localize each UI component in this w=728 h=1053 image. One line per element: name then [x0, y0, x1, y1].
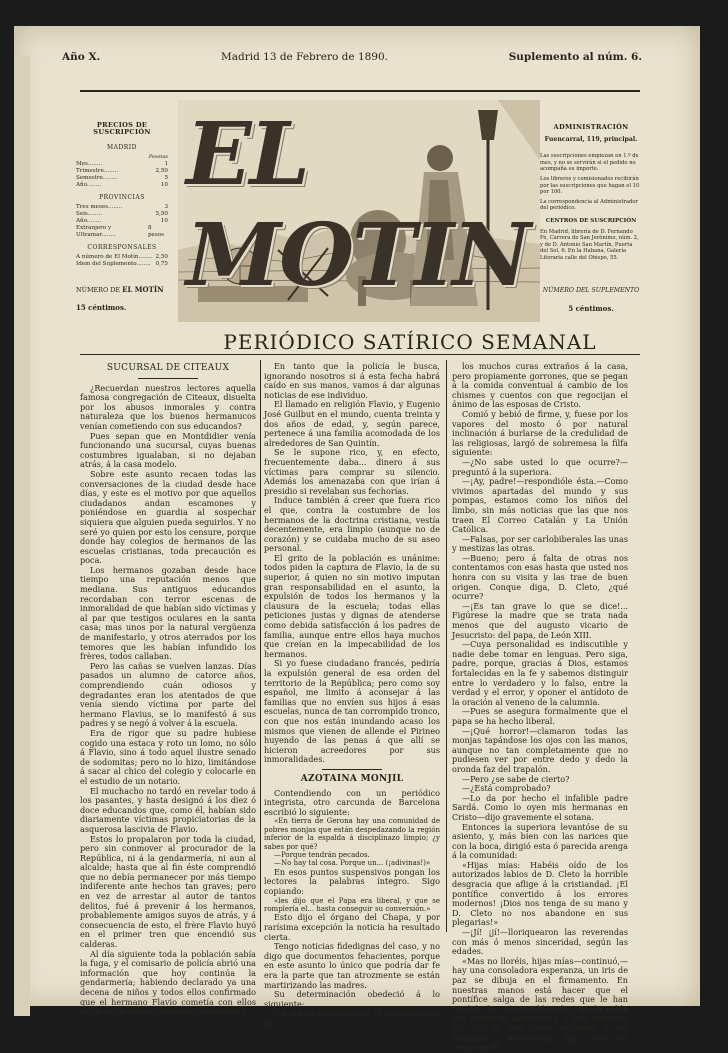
- price-label: Tres meses........: [76, 204, 123, 210]
- paragraph: En tanto que la policía le busca, ignorando nosotros si á esta fecha habrá caído en sus manos, vamos á dar algunas noticias de ese individuo.: [264, 361, 440, 400]
- price-row: [76, 204, 168, 211]
- administration-address: Fuencarral, 119, principal.: [544, 135, 638, 143]
- correspondents-price-list: [76, 254, 168, 268]
- paragraph: Se le supone rico, y, en efecto, frecuentemente daba... dinero á sus víctimas para comprar su silencio. Además los amenazaba con que irían á presidio si revelaban sus fechorías.: [264, 447, 440, 496]
- paragraph: —Pero ¿se sabe de cierto?: [462, 773, 570, 784]
- price-value: 3: [164, 204, 168, 210]
- paragraph: —¿No sabe usted lo que ocurre?—preguntó á la superiora.: [452, 456, 628, 477]
- paragraph: ¿Recuerdan nuestros lectores aquella famosa congregación de Citeaux, disuelta por los abusos inmorales y contra naturaleza que los buenos hermanucos venían cometiendo con sus educandos?: [80, 382, 256, 431]
- paragraph: —No hay tal cosa. Porque un... (¡adivinas!)»: [274, 859, 431, 868]
- price-value: 2,50: [155, 168, 168, 174]
- paragraph: Tengo noticias fidedignas del caso, y no digo que documentos fehacientes, porque en este asunto lo único que podría dar fe era la parte que tan atrozmente se están martirizando las madres.: [264, 941, 440, 990]
- supplement-price: 5 céntimos.: [568, 304, 614, 314]
- madrid-price-list: [76, 161, 168, 189]
- price-row: [76, 182, 168, 189]
- centers-text: En Madrid, librería de D. Fernando Fe, Carrera de San Jerónimo, núm. 2, y de D. Antonio San Martín, Puerta del Sol, 6. En la Habana, Galería Literaria calle del Obispo, 55.: [540, 228, 639, 261]
- correspondents-heading: CORRESPONSALES: [87, 244, 157, 251]
- price-value: 8 pesos: [147, 225, 164, 238]
- paragraph: Estos lo propalaron por toda la ciudad, pero sin conmover al procurador de la República, ni á la gendarmería, ni aun al alcalde; hasta que al fin éste comprendió que no debía permanecer por más tiempo indiferente ante hechos tan graves; pero en vez de arrestar al autor de tantos delitos, fué á prevenir á los hermanos, probablemente amigos suyos de atrás, y á consecuencia de esto, el frère Flavio huyó en el primer tren que encendió sus calderas.: [80, 833, 256, 950]
- paragraph: —Bueno; pero á falta de otras nos contentamos con esas hasta que usted nos honra con su visita y las trae de buen origen. Conque diga, D. Cleto, ¿qué ocurre?: [452, 552, 628, 602]
- price-row: [76, 225, 168, 239]
- paragraph: —¡Qué horror!—clamaron todas las monjas tapándose los ojos con las manos, aunque no tan completamente que no pudiesen ver por entre dedo y dedo la oronda faz del trapalón.: [452, 725, 628, 774]
- price-label: Mes........: [76, 161, 103, 167]
- provinces-heading: PROVINCIAS: [99, 194, 145, 201]
- column-3: [452, 361, 628, 1053]
- issue-price-prefix: NÚMERO DE: [76, 286, 121, 294]
- paragraph: los muchos curas extraños á la casa, pero propiamente gorrones, que se pegan á la comida conventual á cambio de los chismes y cuentos con que regocijan el ánimo de las esposas de Cristo.: [452, 361, 628, 410]
- price-row: [76, 218, 168, 225]
- masthead-illustration: [178, 100, 540, 322]
- paragraph: El grito de la población es unánime: todos piden la captura de Flavio, la de su superior, á quien no sin motivo imputan gran responsabilidad en el asunto, la expulsión de todos los hermanos y la clausura de la escuela; todas ellas peticiones justas y dignas de atenderse como debida satisfacción á los padres de familia, aunque entre ellos haya muchos que creían en la impecabilidad de los hermanos.: [264, 552, 440, 659]
- price-label: Semestre........: [76, 175, 118, 181]
- price-label: Año........: [76, 182, 102, 188]
- date-label: Madrid 13 de Febrero de 1890.: [220, 51, 388, 63]
- paragraph: —¡Ay, padre!—respondióle ésta.—Como vivimos apartadas del mundo y sus pompas, estamos como los niños del limbo, sin más noticias que las que nos traen El Correo Catalán y La Unión Católica.: [452, 476, 628, 535]
- paragraph: —¿Está comprobado?: [462, 783, 551, 794]
- paragraph: Esto dijo el órgano del Chapa, y por rarísima excepción la noticia ha resultado cierta.: [264, 912, 440, 942]
- column-rule: [446, 360, 447, 932]
- price-row: [76, 161, 168, 168]
- article-body: [264, 789, 440, 1029]
- supplement-price-label: NÚMERO DEL SUPLEMENTO: [542, 286, 640, 294]
- column-2: [264, 361, 440, 1028]
- subscription-box: [76, 122, 168, 311]
- article-title: AZOTAINA MONJIL: [300, 773, 404, 784]
- price-label: Trimestre........: [76, 168, 119, 174]
- paragraph: «Hijas mías: Habéis oído de los autorizados labios de D. Cleto la horrible desgracia que aflige á la cristiandad. ¡El pontífice convertido á los errores modernos! ¡Dios nos tenga de su mano y D. Cleto no nos abandone en sus plegarias!»: [452, 859, 628, 928]
- previous-page-edge: [14, 56, 30, 1016]
- paragraph: Era de rigor que su padre hubiese cogido una estaca y roto un lomo, no sólo á Flavio, sino á todo aquel ilustre senado de sodomitas; pero no lo hizo, limitándose á sacar al chico del colegio y colocarle en el estudio de un notario.: [80, 727, 256, 786]
- price-label: Seis........: [76, 211, 103, 217]
- price-row: [76, 211, 168, 218]
- paragraph: Un día se descolgó por el convento uno de: [264, 1008, 440, 1028]
- admin-note: La correspondencia al Administrador del periódico.: [540, 198, 639, 212]
- price-label: Idem del Suplemento........: [76, 261, 151, 267]
- title-rule: [138, 378, 198, 379]
- paragraph: «les dijo que el Papa era liberal, y que se romplería el... hasta conseguir su conversión.»: [264, 896, 440, 913]
- paragraph: —Cuya personalidad es indiscutible y nadie debe tomar en lenguas. Pero siga, padre, porque, gracias á Dios, estamos fortalecidas en la fe y sabemos distinguir entre lo verdadero y lo falso, entre la verdad y el error, y oponer el antídoto de la oración al veneno de la calumnia.: [452, 639, 628, 707]
- price-value: 5,50: [155, 211, 168, 217]
- administration-box: [540, 124, 642, 313]
- price-label: Extranjero y Ultramar........: [76, 225, 116, 238]
- paragraph: —Lo da por hecho el infalible padre Sardá. Como lo oyen mis hermanas en Cristo—dijo gravemente el sotana.: [452, 792, 628, 822]
- centers-heading: CENTROS DE SUSCRIPCIÓN: [545, 217, 637, 224]
- price-label: A número de El Motín........: [76, 254, 153, 260]
- column-rule: [260, 360, 261, 932]
- header-rule: [80, 90, 640, 92]
- section-rule: [322, 769, 382, 770]
- paragraph: Si yo fuese ciudadano francés, pediría la expulsión general de esa orden del territorio de la República; pero como soy español, me limito á aconsejar á las familias que no envíen sus hijos á esas escuelas, nunca de tan corrompido tronco, con que nos están inundando acaso los mismos que vienen de allende el Pirineo huyendo de las penas á que allí se hicieron acreedores por sus inmoralidades.: [264, 658, 440, 765]
- price-row: [76, 168, 168, 175]
- price-row: [76, 175, 168, 182]
- paragraph: En esos puntos suspensivos pongan los lectores la palabras íntegro. Sigo copiando:: [264, 866, 440, 896]
- paragraph: Pero las cañas se vuelven lanzas. Días pasados un alumno de catorce años, comprendiendo cuán odiosos y degradantes eran los atentados de que venía siendo víctima por parte del hermano Flavius, se lo manifestó á sus padres y se negó á volver á la escuela.: [80, 660, 256, 729]
- supplement-label: Suplemento al núm. 6.: [508, 51, 642, 63]
- column-1: [80, 362, 256, 1017]
- paragraph: —¡Jí! ¡jí!—lloriquearon las reverendas con más ó menos sinceridad, según las edades.: [452, 927, 628, 957]
- article-body: [264, 362, 440, 765]
- price-value: 2,50: [155, 254, 168, 260]
- madrid-heading: MADRID: [107, 144, 137, 151]
- administration-heading: ADMINISTRACIÓN: [553, 123, 629, 131]
- paragraph: Induce también á creer que fuera rico el que, contra la costumbre de los hermanos de la doctrina cristiana, vestía decentemente, era limpio (aunque no de corazón) y se cuidaba mucho de su aseo personal.: [264, 495, 440, 554]
- masthead-subtitle: PERIÓDICO SATÍRICO SEMANAL: [223, 330, 597, 354]
- paragraph: Pues sepan que en Montdidier venía funcionando una sucursal, cuyas buenas costumbres igualaban, si no dejaban atrás, á la casa modelo.: [80, 430, 256, 470]
- paragraph: «En tierra de Gerona hay una comunidad de pobres monjas que están despedazando la región inferior de la espalda á disciplinazo limpio; ¿y sabes por qué?: [264, 817, 440, 851]
- price-value: 1: [164, 161, 168, 167]
- price-label: Año........: [76, 218, 102, 224]
- paragraph: Entonces la superiora levantóse de su asiento, y, más bien con las narices que con la boca, dirigió esta ó parecida arenga á la comunidad:: [452, 821, 628, 861]
- paragraph: «Mas no lloréis, hijas mías—continuó,—hay una consoladora esperanza, un iris de paz se dibuja en el firmamento. En nuestras manos está hacer que el pontífice salga de las redes que le han tendido los pícaros liberales. En la celda que ocupó mi antecesora, y que conservo tal cual la dejó como recuerdo á sus virtudes y austeridad, hay como un centenar de: [452, 955, 628, 1053]
- paragraph: —Porque tendrán pecados.: [274, 850, 370, 859]
- masthead-title: EL MOTIN: [186, 104, 529, 306]
- paragraph: —¡Es tan grave lo que se dice!... Figúrese la madre que se trata nada menos que del augusto vicario de Jesucristo: del papa, de León XIII.: [452, 600, 628, 640]
- paragraph: Contendiendo con un periódico integrista, otro carcunda de Barcelona escribió lo siguiente:: [264, 787, 440, 817]
- price-row: [76, 254, 168, 261]
- article-title: SUCURSAL DE CITEAUX: [106, 363, 230, 373]
- price-value: 5: [164, 175, 168, 181]
- issue-price-name: EL MOTÍN: [122, 285, 164, 294]
- price-row: [76, 261, 168, 268]
- paragraph: Al día siguiente toda la población sabía la fuga, y el comisario de policía abrió una información que hoy continúa la gendarmería; habiendo declarado ya una decena de niños y todos ellos confirmado que el hermano Flavio cometía con ellos actos de la más repugnante inmoralidad.: [80, 948, 256, 1017]
- paragraph: Los hermanos gozaban desde hace tiempo una reputación menos que mediana. Sus antiguos educandos recordaban con terror escenas de inmoralidad de que habían sido víctimas y al par que testigos oculares en la santa casa; mas unos por la natural vergüenza de manifestarlo, y otros aterrados por los temores que les habían infundido los frères, todos callaban.: [80, 564, 256, 662]
- issue-price: 15 céntimos.: [76, 303, 127, 312]
- price-value: 0,75: [155, 261, 168, 267]
- subtitle-rule: [80, 354, 640, 355]
- paragraph: Comió y bebió de firme, y, fuese por los vapores del mosto ó por natural inclinación á burlarse de la credulidad de las religiosas, largó de sobremesa la filfa siguiente:: [452, 408, 628, 458]
- paragraph: —Pues se asegura formalmente que el papa se ha hecho liberal.: [452, 706, 628, 726]
- provinces-price-list: [76, 204, 168, 239]
- subscription-heading: PRECIOS DE SUSCRIPCIÓN: [93, 121, 151, 136]
- paragraph: El muchacho no tardó en revelar todo á los pasantes, y hasta designó á los diez ó doce educandos que, como él, habían sido diariamente víctimas propiciatorias de la asquerosa lascivia de Flavio.: [80, 785, 256, 834]
- paragraph: El llamado en religión Flavio, y Eugenio José Guilbut en el mundo, cuenta treinta y dos años de edad, y, según parece, pertenece á una familia acomodada de los alrededores de San Quintín.: [264, 399, 440, 448]
- article-body: [80, 384, 256, 1017]
- price-value: 10: [160, 182, 168, 188]
- paragraph: —Falsas, por ser carlobiberales las unas y mestizas las otras.: [452, 533, 628, 554]
- paragraph: Su determinación obedeció á lo siguiente:: [264, 989, 440, 1009]
- currency-heading: Pesetas: [148, 154, 168, 160]
- admin-note: Los libreros y comisionados recibirán por las suscripciones que hagan el 10 por 100.: [540, 175, 640, 196]
- admin-note: Las suscripciones empiezan en 1.º de mes, y no se servirán si el pedido no acompaña su importe.: [540, 153, 639, 173]
- year-label: Año X.: [62, 51, 101, 63]
- header-line: [62, 51, 642, 63]
- article-body: [452, 362, 628, 1053]
- price-value: 10: [160, 218, 168, 224]
- paragraph: Sobre este asunto recaen todas las conversaciones de la ciudad desde hace días, y este es el motivo por que aquellos ciudadanos andan escamones y poniéndose en guardia al sospechar siquiera que alguien pueda seguirlos. Y no seré yo quien por esto los censure, porque donde hay colegios de hermanos de las escuelas cristianas, toda precaución es poca.: [80, 468, 256, 566]
- issue-price-label: [76, 286, 168, 294]
